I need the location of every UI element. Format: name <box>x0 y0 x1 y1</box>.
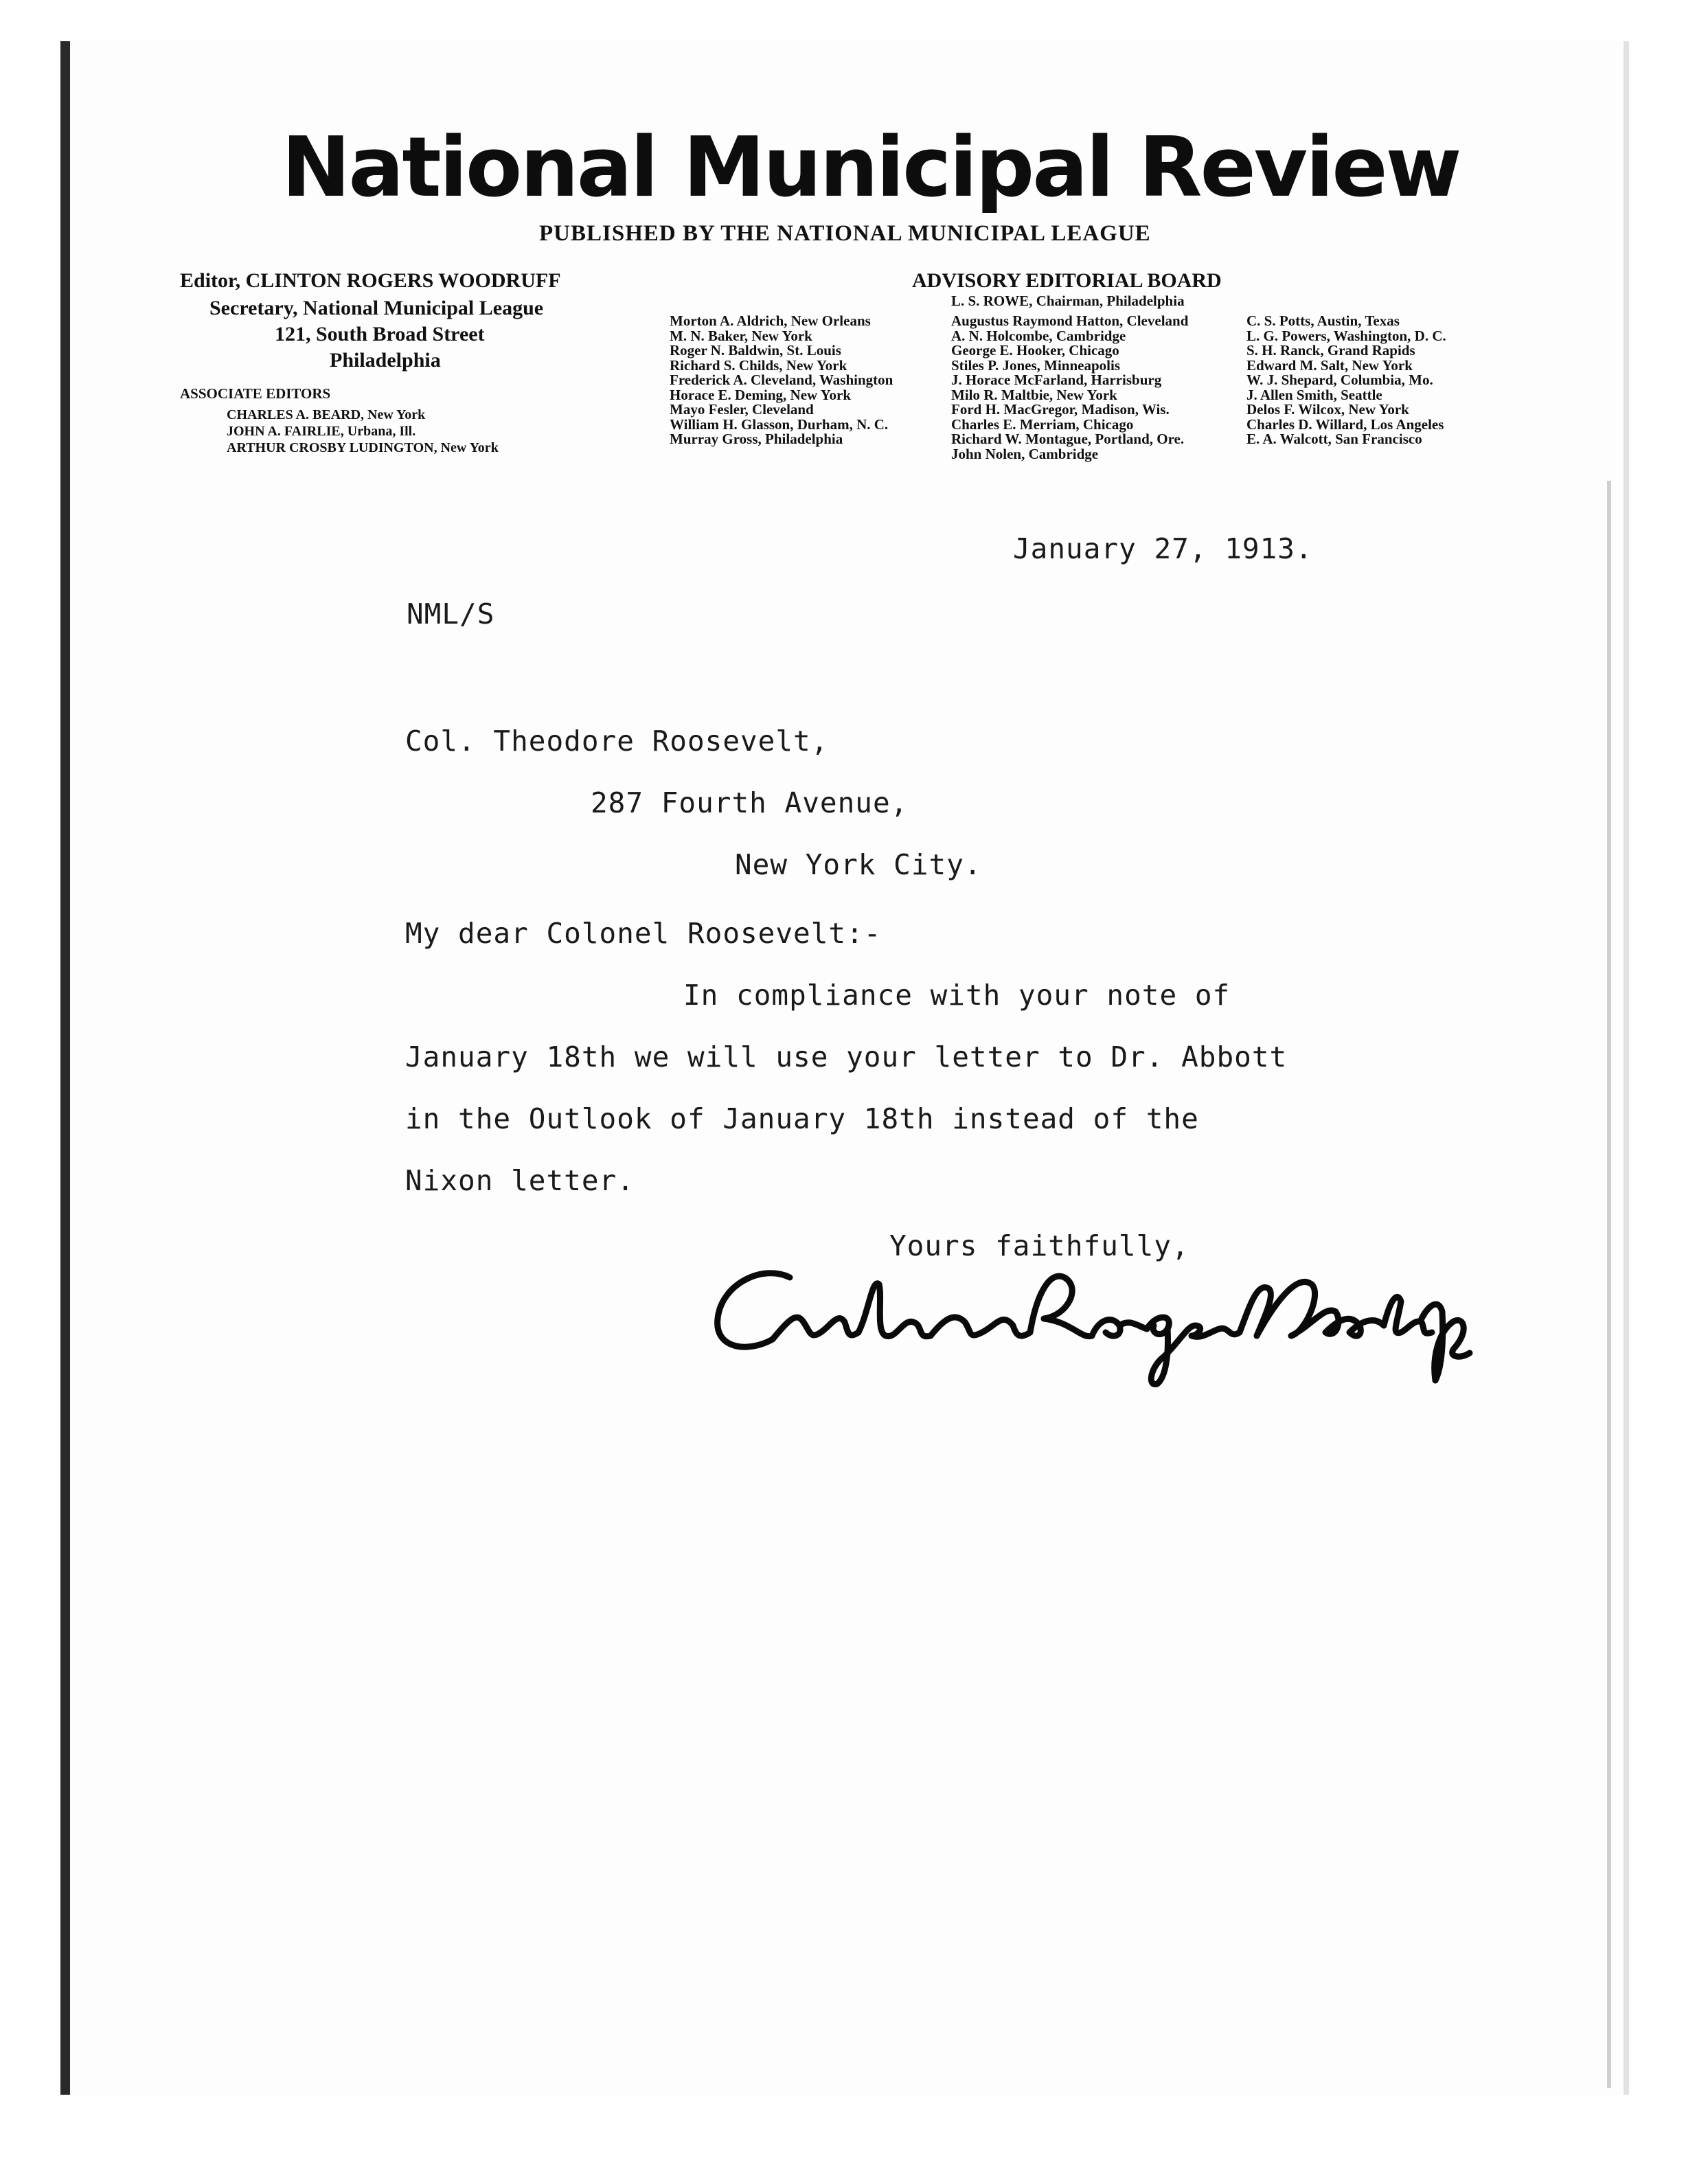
board-member: Charles D. Willard, Los Angeles <box>1246 416 1444 433</box>
board-member: George E. Hooker, Chicago <box>951 342 1119 359</box>
board-column-3 <box>1246 314 1446 447</box>
paper-edge <box>1607 481 1611 2088</box>
salutation: My dear Colonel Roosevelt:- <box>405 917 882 950</box>
board-member: L. G. Powers, Washington, D. C. <box>1246 327 1446 344</box>
handwritten-signature <box>707 1236 1477 1401</box>
publisher-line: PUBLISHED BY THE NATIONAL MUNICIPAL LEAGUE <box>539 221 1151 246</box>
body-line: Nixon letter. <box>405 1164 635 1197</box>
board-chairman: L. S. ROWE, Chairman, Philadelphia <box>951 293 1185 309</box>
associate-editor: JOHN A. FAIRLIE, Urbana, Ill. <box>227 424 416 439</box>
closing: Yours faithfully, <box>889 1229 1189 1262</box>
board-member: Edward M. Salt, New York <box>1246 356 1413 374</box>
body-line: in the Outlook of January 18th instead of the <box>405 1102 1199 1135</box>
board-member: Murray Gross, Philadelphia <box>670 431 843 447</box>
associate-editors-list <box>227 407 499 457</box>
board-column-1 <box>670 314 893 447</box>
board-member: E. A. Walcott, San Francisco <box>1246 431 1422 447</box>
associate-editor: CHARLES A. BEARD, New York <box>227 407 426 422</box>
board-member: John Nolen, Cambridge <box>951 445 1099 462</box>
board-heading: ADVISORY EDITORIAL BOARD <box>912 269 1222 292</box>
board-member: William H. Glasson, Durham, N. C. <box>670 416 889 433</box>
board-member: Richard S. Childs, New York <box>670 356 847 374</box>
reference-initials: NML/S <box>407 598 495 630</box>
board-member: J. Allen Smith, Seattle <box>1246 386 1382 403</box>
board-member: Milo R. Maltbie, New York <box>951 386 1117 403</box>
board-member: Augustus Raymond Hatton, Cleveland <box>951 312 1189 329</box>
board-member: Horace E. Deming, New York <box>670 386 852 403</box>
recipient-street: 287 Fourth Avenue, <box>591 786 909 819</box>
editor-title: Secretary, National Municipal League <box>209 297 544 319</box>
recipient-city: New York City. <box>735 848 982 881</box>
letter-date: January 27, 1913. <box>1013 532 1313 565</box>
associate-editors-heading: ASSOCIATE EDITORS <box>180 385 331 402</box>
masthead-title: National Municipal Review <box>282 120 1460 216</box>
address-city: Philadelphia <box>330 349 441 372</box>
body-line: In compliance with your note of <box>683 979 1231 1012</box>
board-member: Mayo Fesler, Cleveland <box>670 401 814 418</box>
board-member: Delos F. Wilcox, New York <box>1246 401 1409 418</box>
board-member: C. S. Potts, Austin, Texas <box>1246 312 1400 329</box>
board-member: Ford H. MacGregor, Madison, Wis. <box>951 401 1170 418</box>
body-line: January 18th we will use your letter to Dr. Abbott <box>405 1040 1288 1073</box>
board-member: Frederick A. Cleveland, Washington <box>670 372 893 388</box>
board-member: Charles E. Merriam, Chicago <box>951 416 1134 433</box>
board-member: W. J. Shepard, Columbia, Mo. <box>1246 372 1433 388</box>
board-member: A. N. Holcombe, Cambridge <box>951 327 1126 344</box>
editor-line: Editor, CLINTON ROGERS WOODRUFF <box>180 269 561 292</box>
board-member: Stiles P. Jones, Minneapolis <box>951 356 1121 374</box>
address-street: 121, South Broad Street <box>275 323 485 345</box>
board-member: M. N. Baker, New York <box>670 327 812 344</box>
board-column-2 <box>951 314 1188 462</box>
board-member: Richard W. Montague, Portland, Ore. <box>951 431 1185 447</box>
board-member: Roger N. Baldwin, St. Louis <box>670 342 841 359</box>
board-member: J. Horace McFarland, Harrisburg <box>951 372 1162 388</box>
associate-editor: ARTHUR CROSBY LUDINGTON, New York <box>227 440 499 455</box>
recipient-name: Col. Theodore Roosevelt, <box>405 725 829 758</box>
board-member: S. H. Ranck, Grand Rapids <box>1246 342 1415 359</box>
board-member: Morton A. Aldrich, New Orleans <box>670 312 871 329</box>
